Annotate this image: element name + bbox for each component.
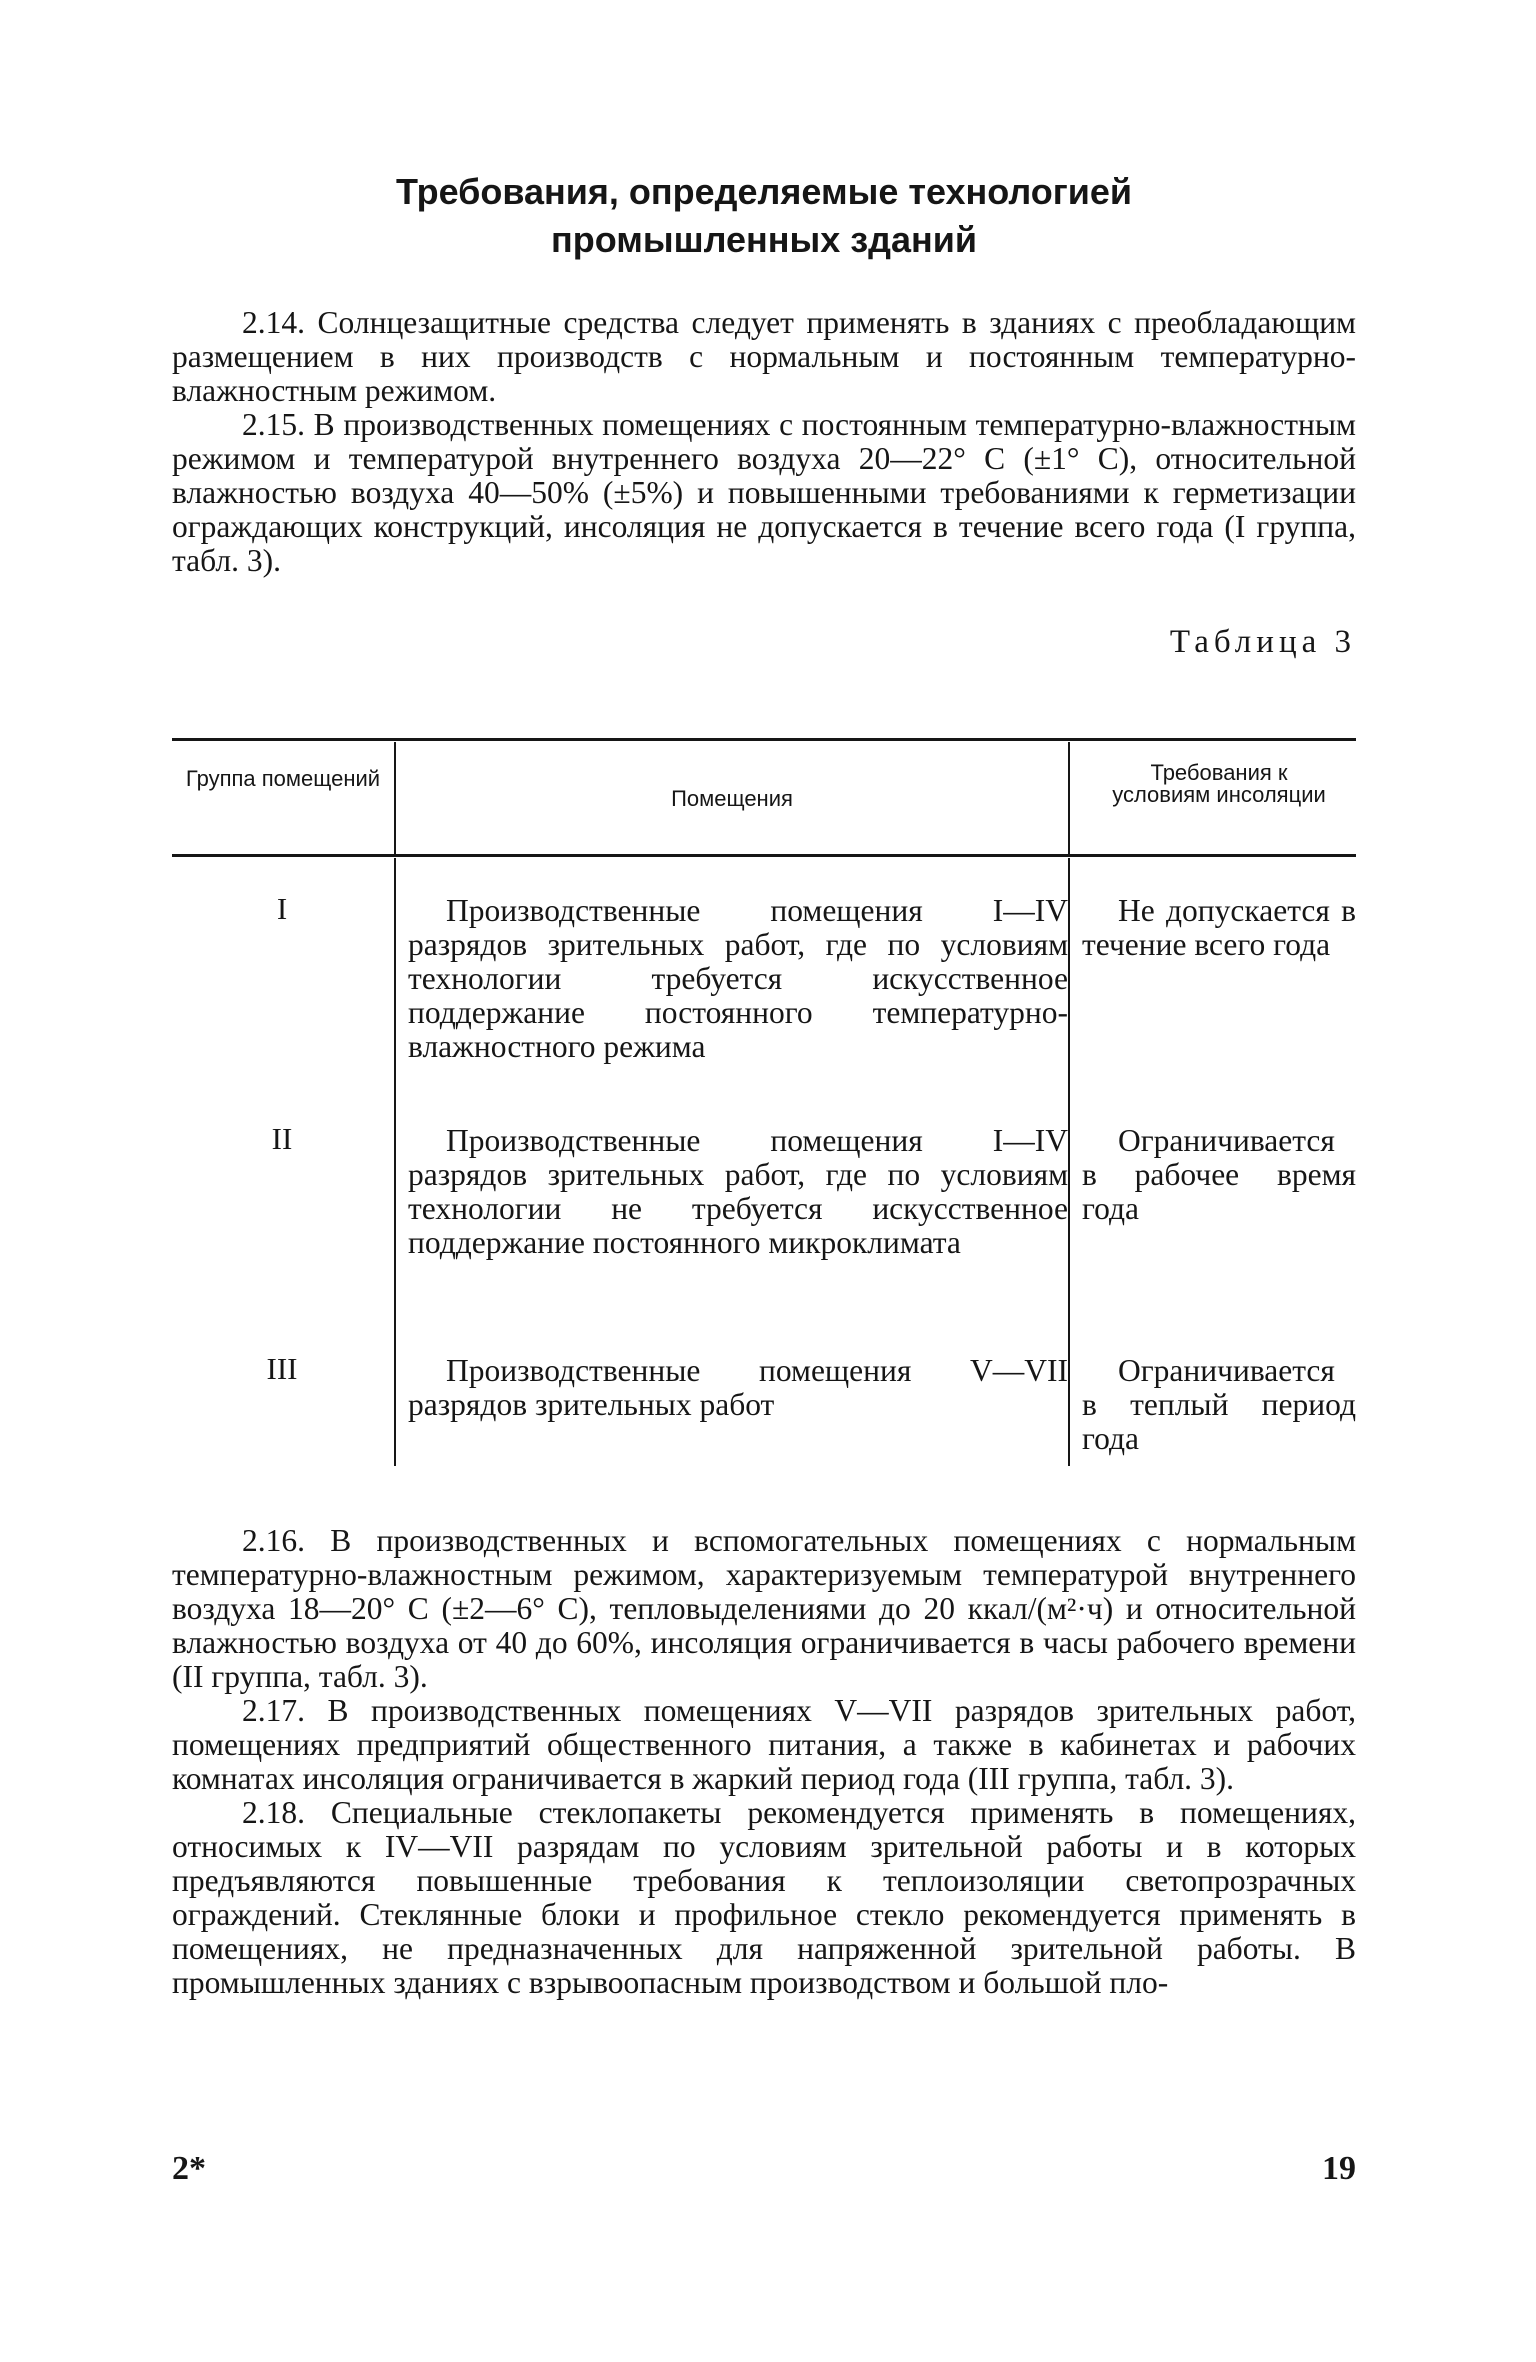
row-1-rooms: Производственные помещения I—IV разрядов зрительных работ, где по условиям технологии требуется искусственное поддержание постоянного температурно-влажностного режима: [408, 893, 1068, 1064]
row-2-rooms: Производственные помещения I—IV разрядов зрительных работ, где по условиям технологии не требуется искусственное поддержание постоянного микроклимата: [408, 1123, 1068, 1260]
row-2-requirements: Ограничивается в рабочее время года: [1082, 1123, 1356, 1226]
signature-mark: 2*: [172, 2150, 206, 2187]
paragraph-2-16: 2.16. В производственных и вспомогательных помещениях с нормальным температурно-влажностным режимом, характеризуемым температурой внутреннего воздуха 18—20° С (±2—6° С), тепловыделениями до 20 ккал/(м²·ч) и относительной влажностью воздуха от 40 до 60%, инсоляция ограничивается в часы рабочего времени (II группа, табл. 3).: [172, 1523, 1356, 1694]
paragraph-2-17: 2.17. В производственных помещениях V—VII разрядов зрительных работ, помещениях предприятий общественного питания, а также в кабинетах и рабочих комнатах инсоляция ограничивается в жаркий период года (III группа, табл. 3).: [172, 1693, 1356, 1796]
document-page: [172, 0, 1356, 2362]
table-top-rule: [172, 738, 1356, 741]
body-divider-2: [1068, 858, 1070, 1466]
header-group: Группа помещений: [185, 766, 381, 791]
paragraph-2-14: 2.14. Солнцезащитные средства следует применять в зданиях с преобладающим размещением в них производств с нормальным и постоянным температурно-влажностным режимом.: [172, 305, 1356, 408]
table-header-rule: [172, 854, 1356, 857]
row-3-group: III: [266, 1351, 298, 1386]
row-3-requirements: Ограничивается в теплый период года: [1082, 1353, 1356, 1456]
header-requirements: Требования к условиям инсоляции: [1112, 760, 1326, 807]
paragraph-2-18: 2.18. Специальные стеклопакеты рекомендуется применять в помещениях, относимых к IV—VII разрядам по условиям зрительной работы и в которых предъявляются повышенные требования к теплоизоляции светопрозрачных ограждений. Стеклянные блоки и профильное стекло рекомендуется применять в помещениях, не предназначенных для напряженной зрительной работы. В промышленных зданиях с взрывоопасным производством и большой пло-: [172, 1795, 1356, 2000]
top-paragraphs: [172, 306, 1356, 578]
row-1-group: I: [276, 891, 288, 926]
header-rooms: Помещения: [671, 786, 793, 811]
section-heading: [172, 168, 1356, 264]
table-title: Таблица 3: [1169, 624, 1356, 660]
header-divider-2: [1068, 742, 1070, 854]
row-3-rooms: Производственные помещения V—VII разрядов зрительных работ: [408, 1353, 1068, 1422]
heading-line-2: промышленных зданий: [550, 219, 978, 260]
paragraph-2-15: 2.15. В производственных помещениях с постоянным температурно-влажностным режимом и температурой внутреннего воздуха 20—22° С (±1° С), относительной влажностью воздуха 40—50% (±5%) и повышенными требованиями к герметизации ограждающих конструкций, инсоляция не допускается в течение всего года (I группа, табл. 3).: [172, 407, 1356, 578]
heading-line-1: Требования, определяемые технологией: [395, 171, 1133, 212]
row-2-group: II: [271, 1121, 293, 1156]
row-1-requirements: Не допускается в течение всего года: [1082, 893, 1356, 962]
bottom-paragraphs: [172, 1524, 1356, 2000]
body-divider-1: [394, 858, 396, 1466]
page-number: 19: [1322, 2150, 1356, 2187]
